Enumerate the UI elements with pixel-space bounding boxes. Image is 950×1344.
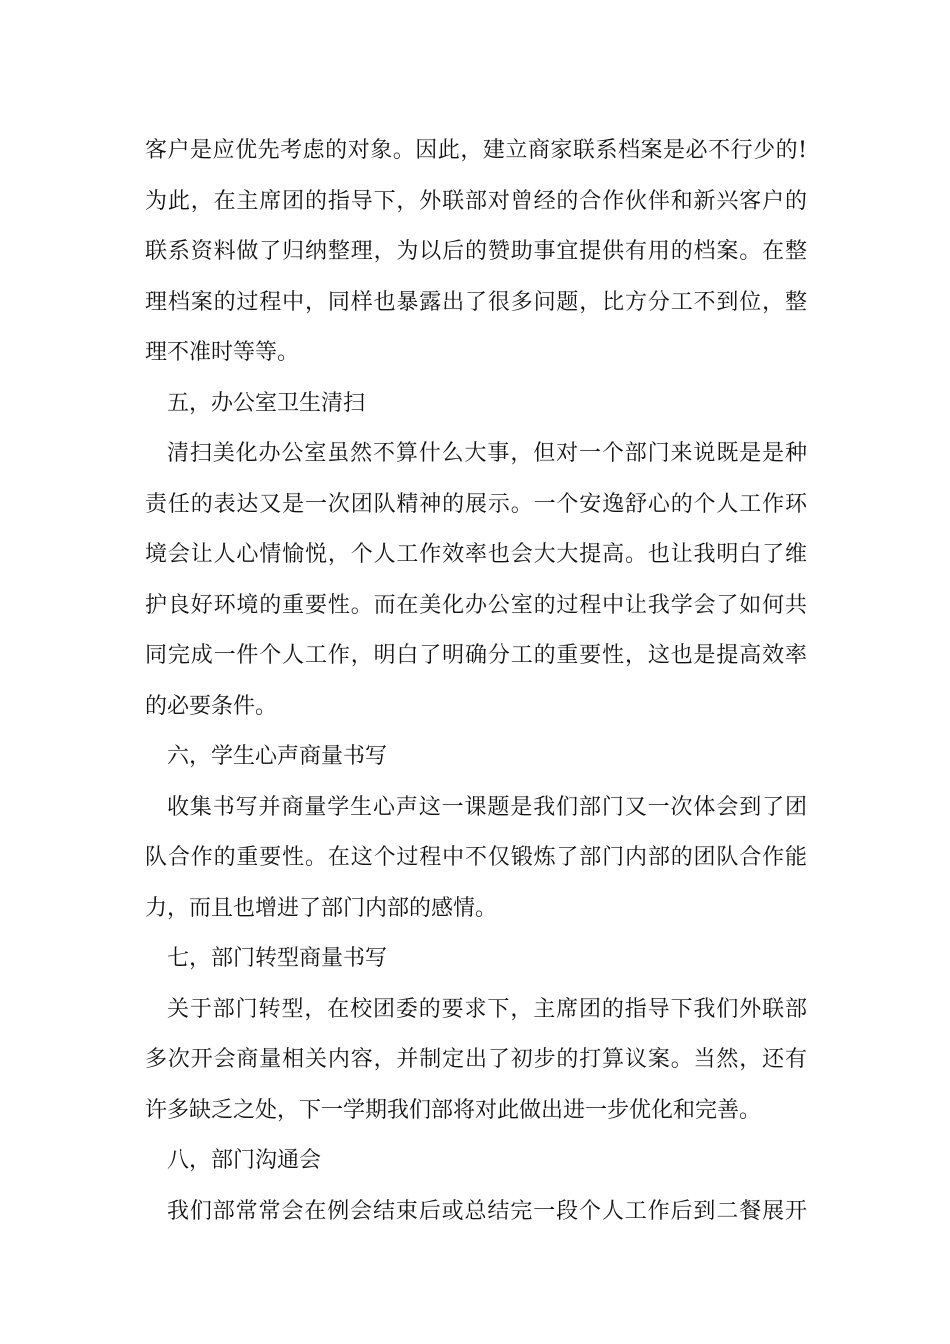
paragraph-line: 力，而且也增进了部门内部的感情。 [145, 895, 498, 921]
paragraph-line: 关于部门转型，在校团委的要求下，主席团的指导下我们外联部 [167, 996, 807, 1022]
paragraph-line: 许多缺乏之处，下一学期我们部将对此做出进一步优化和完善。 [145, 1097, 762, 1123]
paragraph-line: 队合作的重要性。在这个过程中不仅锻炼了部门内部的团队合作能 [145, 845, 807, 870]
paragraph-line: 多次开会商量相关内容，并制定出了初步的打算议案。当然，还有 [145, 1047, 807, 1072]
paragraph-line: 客户是应优先考虑的对象。因此，建立商家联系档案是必不行少的! [145, 138, 807, 163]
paragraph-line: 境会让人心情愉悦，个人工作效率也会大大提高。也让我明白了维 [145, 542, 807, 567]
paragraph-line: 为此，在主席团的指导下，外联部对曾经的合作伙伴和新兴客户的 [145, 188, 807, 214]
paragraph-line: 收集书写并商量学生心声这一课题是我们部门又一次体会到了团 [167, 794, 807, 820]
section-heading: 五，办公室卫生清扫 [167, 390, 366, 416]
paragraph-line: 联系资料做了归纳整理，为以后的赞助事宜提供有用的档案。在整 [145, 239, 807, 264]
section-heading: 七，部门转型商量书写 [167, 946, 388, 971]
section-heading: 八，部门沟通会 [167, 1148, 322, 1173]
paragraph-line: 同完成一件个人工作，明白了明确分工的重要性，这也是提高效率 [145, 643, 807, 668]
document-body [145, 126, 807, 1237]
paragraph-line: 清扫美化办公室虽然不算什么大事，但对一个部门来说既是是种 [167, 441, 807, 466]
section-heading: 六，学生心声商量书写 [167, 744, 388, 769]
paragraph-line: 责任的表达又是一次团队精神的展示。一个安逸舒心的个人工作环 [145, 491, 807, 517]
paragraph-line: 的必要条件。 [145, 693, 278, 719]
paragraph-line: 理档案的过程中，同样也暴露出了很多问题，比方分工不到位，整 [145, 289, 807, 315]
paragraph-line: 理不准时等等。 [145, 340, 300, 365]
paragraph-line: 护良好环境的重要性。而在美化办公室的过程中让我学会了如何共 [145, 592, 807, 618]
paragraph-line: 我们部常常会在例会结束后或总结完一段个人工作后到二餐展开 [167, 1198, 807, 1224]
